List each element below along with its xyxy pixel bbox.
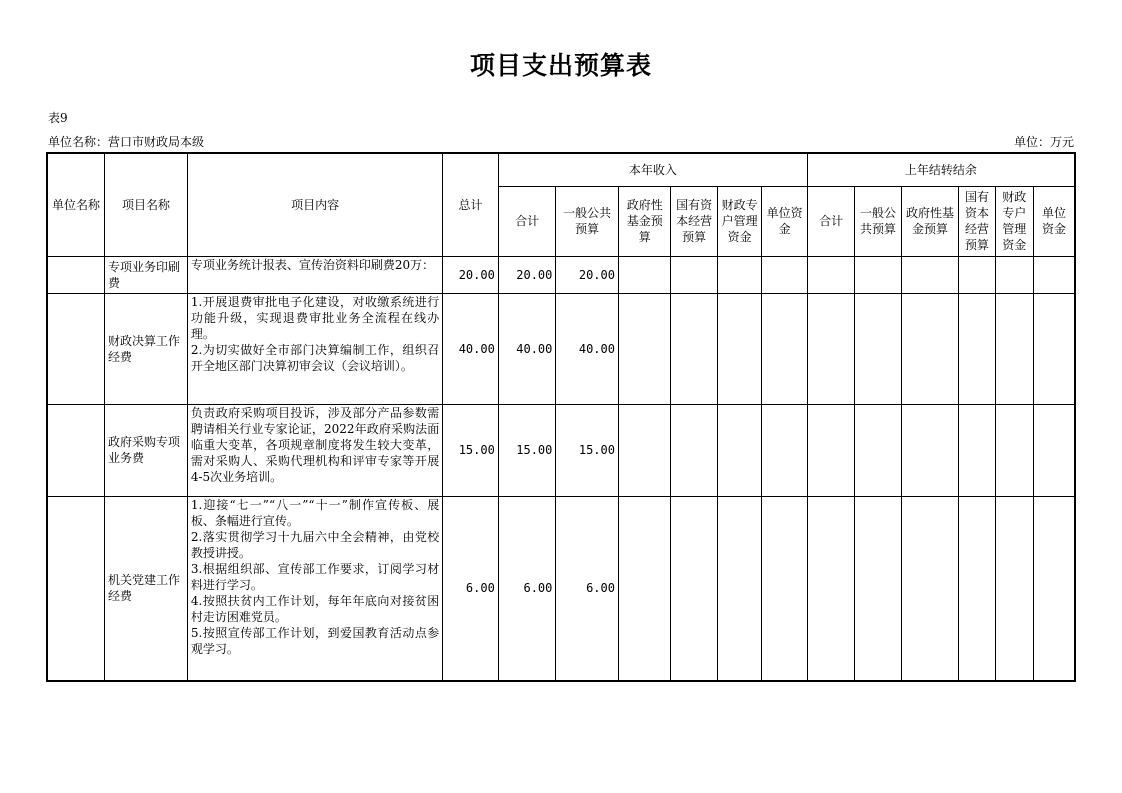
row-total: 40.00 — [443, 293, 499, 404]
row-empty-cell — [807, 496, 854, 681]
row-empty-cell — [995, 293, 1033, 404]
row-total: 15.00 — [443, 404, 499, 496]
header-prior-year-carryover: 上年结转结余 — [807, 153, 1075, 186]
row-empty-cell — [717, 404, 761, 496]
header-project-content: 项目内容 — [187, 153, 442, 256]
header-current-year-income: 本年收入 — [498, 153, 807, 186]
row-empty-cell — [1033, 293, 1075, 404]
row-project-name: 财政决算工作经费 — [105, 293, 188, 404]
row-empty-cell — [901, 293, 959, 404]
row-project-content: 1.迎接“七一”“八一”“十一”制作宣传板、展板、条幅进行宣传。 2.落实贯彻学习十九届六中全会精神，由党校教授讲授。 3.根据组织部、宣传部工作要求，订阅学习材料进行学习。 4.按照扶贫内工作计划，每年年底向对接贫困村走访困难党员。 5.按照宣传部工作计划，到爱国教育活动点参观学习。 — [187, 496, 442, 681]
row-empty-cell — [618, 404, 671, 496]
row-empty-cell — [807, 293, 854, 404]
row-empty-cell — [901, 404, 959, 496]
header-prior-state-capital: 国有资本经营预算 — [959, 186, 995, 256]
row-empty-cell — [618, 496, 671, 681]
row-empty-cell — [717, 256, 761, 293]
row-current-subtotal: 15.00 — [498, 404, 556, 496]
row-empty-cell — [807, 256, 854, 293]
row-empty-cell — [671, 256, 717, 293]
header-prior-subtotal: 合计 — [807, 186, 854, 256]
row-empty-cell — [717, 293, 761, 404]
table-row — [47, 293, 1075, 404]
table-number: 表9 — [48, 111, 68, 125]
unit-name-label: 单位名称：营口市财政局本级 — [48, 135, 205, 149]
row-empty-cell — [901, 256, 959, 293]
row-empty-cell — [671, 293, 717, 404]
header-prior-gov-fund: 政府性基金预算 — [901, 186, 959, 256]
row-total: 6.00 — [443, 496, 499, 681]
row-empty-cell — [762, 496, 808, 681]
table-row — [47, 496, 1075, 681]
header-total: 总计 — [443, 153, 499, 256]
row-current-general-public: 15.00 — [556, 404, 619, 496]
header-current-gov-fund: 政府性基金预算 — [618, 186, 671, 256]
project-expenditure-table — [46, 152, 1076, 682]
header-current-subtotal: 合计 — [498, 186, 556, 256]
row-project-content: 负责政府采购项目投诉，涉及部分产品参数需聘请相关行业专家论证，2022年政府采购法面临重大变革，各项规章制度将发生较大变革，需对采购人、采购代理机构和评审专家等开展4-5次业务培训。 — [187, 404, 442, 496]
row-empty-cell — [671, 404, 717, 496]
header-unit-name: 单位名称 — [47, 153, 105, 256]
row-empty-cell — [959, 404, 995, 496]
row-current-subtotal: 6.00 — [498, 496, 556, 681]
header-prior-special-account: 财政专户管理资金 — [995, 186, 1033, 256]
row-project-name: 机关党建工作经费 — [105, 496, 188, 681]
row-empty-cell — [995, 256, 1033, 293]
row-empty-cell — [1033, 256, 1075, 293]
row-empty-cell — [959, 256, 995, 293]
header-project-name: 项目名称 — [105, 153, 188, 256]
row-current-general-public: 40.00 — [556, 293, 619, 404]
row-empty-cell — [1033, 404, 1075, 496]
row-empty-cell — [995, 404, 1033, 496]
row-empty-cell — [855, 256, 901, 293]
header-prior-general-public: 一般公共预算 — [855, 186, 901, 256]
row-empty-cell — [855, 496, 901, 681]
header-current-special-account: 财政专户管理资金 — [717, 186, 761, 256]
header-current-state-capital: 国有资本经营预算 — [671, 186, 717, 256]
row-empty-cell — [901, 496, 959, 681]
row-empty-cell — [855, 404, 901, 496]
currency-unit-label: 单位：万元 — [1013, 135, 1074, 149]
row-unit — [47, 496, 105, 681]
row-empty-cell — [671, 496, 717, 681]
row-unit — [47, 404, 105, 496]
row-empty-cell — [762, 404, 808, 496]
row-empty-cell — [717, 496, 761, 681]
header-row-1 — [47, 153, 1075, 186]
header-current-general-public: 一般公共预算 — [556, 186, 619, 256]
row-project-content: 专项业务统计报表、宣传治资料印刷费20万： — [187, 256, 442, 293]
row-empty-cell — [959, 293, 995, 404]
row-current-subtotal: 20.00 — [498, 256, 556, 293]
row-unit — [47, 293, 105, 404]
row-empty-cell — [1033, 496, 1075, 681]
row-empty-cell — [762, 293, 808, 404]
row-project-name: 政府采购专项业务费 — [105, 404, 188, 496]
row-project-name: 专项业务印刷费 — [105, 256, 188, 293]
row-unit — [47, 256, 105, 293]
page-title: 项目支出预算表 — [469, 51, 652, 80]
row-empty-cell — [618, 256, 671, 293]
table-row — [47, 256, 1075, 293]
row-empty-cell — [995, 496, 1033, 681]
row-current-subtotal: 40.00 — [498, 293, 556, 404]
table-row — [47, 404, 1075, 496]
row-current-general-public: 20.00 — [556, 256, 619, 293]
row-empty-cell — [807, 404, 854, 496]
row-empty-cell — [762, 256, 808, 293]
row-total: 20.00 — [443, 256, 499, 293]
row-empty-cell — [959, 496, 995, 681]
header-current-unit-funds: 单位资金 — [762, 186, 808, 256]
row-current-general-public: 6.00 — [556, 496, 619, 681]
row-empty-cell — [618, 293, 671, 404]
header-prior-unit-funds: 单位资金 — [1033, 186, 1075, 256]
row-project-content: 1.开展退费审批电子化建设，对收缴系统进行功能升级，实现退费审批业务全流程在线办理。 2.为切实做好全市部门决算编制工作，组织召开全地区部门决算初审会议（会议培训）。 — [187, 293, 442, 404]
row-empty-cell — [855, 293, 901, 404]
